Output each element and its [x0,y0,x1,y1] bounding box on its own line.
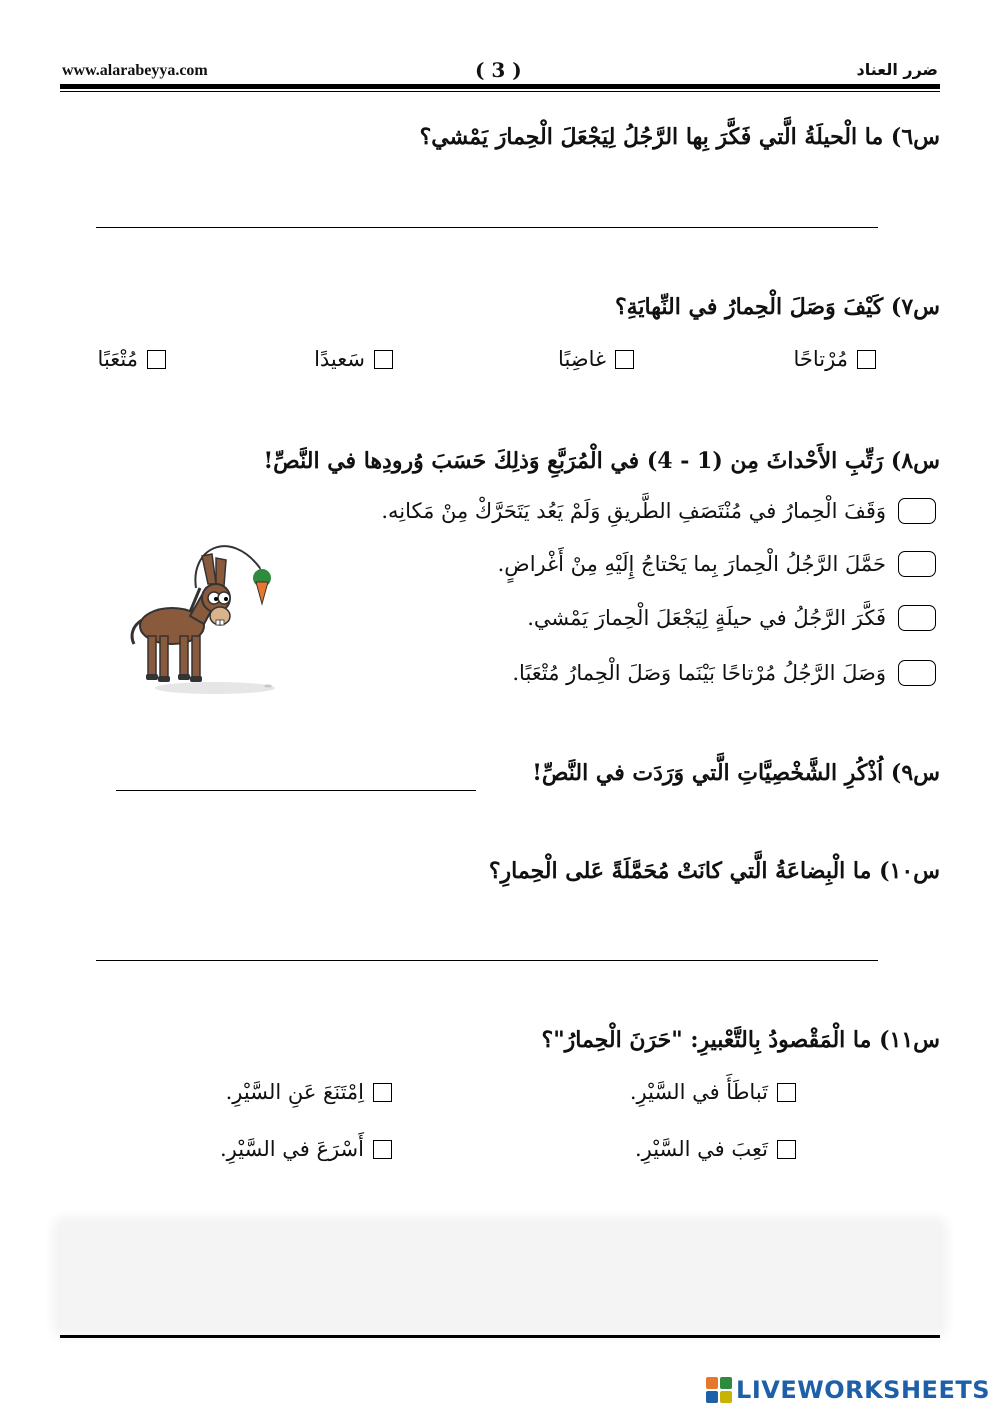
pupil [224,597,228,601]
checkbox[interactable] [615,350,634,369]
q11-option-label: أَسْرَعَ في السَّيْرِ. [219,1137,364,1161]
site-url: www.alarabeyya.com [62,62,208,79]
q11-option-label: تَباطَأَ في السَّيْرِ. [629,1080,768,1104]
q7-option-2[interactable] [558,347,634,371]
worksheet-title: ضرر العناد [856,60,938,79]
hoof [158,676,170,682]
hoof [190,676,202,682]
pupil [214,597,218,601]
answer-line-q6[interactable] [96,227,878,228]
q11-option-1[interactable] [630,1080,796,1104]
liveworksheets-text: LIVEWORKSHEETS [736,1376,990,1404]
eye [218,592,230,604]
logo-square [720,1391,732,1403]
q11-option-4[interactable] [220,1137,392,1161]
logo-square [706,1391,718,1403]
q8-event-text: حَمَّلَ الرَّجُلُ الْحِمارَ بِما يَحْتاجُ إِلَيْهِ مِنْ أَغْراضٍ. [497,552,886,576]
q8-event-4 [512,660,936,686]
checkbox[interactable] [777,1140,796,1159]
checkbox[interactable] [147,350,166,369]
q8-event-text: وَصَلَ الرَّجُلُ مُرْتاحًا بَيْنَما وَصَلَ الْحِمارُ مُتْعَبًا. [512,661,886,685]
question-10: س١٠) ما الْبِضاعَةُ الَّتي كانَتْ مُحَمَّلَةً عَلى الْحِمارِ؟ [488,858,940,884]
logo-square [706,1377,718,1389]
q8-event-3 [527,605,936,631]
tooth [216,620,220,625]
answer-line-q10[interactable] [96,960,878,961]
carrot-icon [256,582,268,604]
donkey-carrot-illustration [120,528,290,698]
shadow [155,682,275,694]
question-6: س٦) ما الْحيلَةُ الَّتي فَكَّرَ بِها الرَّجُلُ لِيَجْعَلَ الْحِمارَ يَمْشي؟ [419,124,940,150]
checkbox[interactable] [777,1083,796,1102]
q8-event-1 [381,498,936,524]
footer-rule [60,1335,940,1338]
q7-option-3[interactable] [314,347,393,371]
hoof [178,674,190,680]
q11-option-2[interactable] [226,1080,392,1104]
q7-option-label: مُتْعَبًا [97,347,138,371]
order-box[interactable] [898,605,936,631]
q7-option-1[interactable] [794,347,876,371]
ear [202,554,216,584]
answer-line-q9[interactable] [116,790,476,791]
question-8: س٨) رَتِّبِ الأَحْداثَ مِن (1 - 4) في الْمُرَبَّعِ وَذلِكَ حَسَبَ وُرودِها في النَّصِّ! [263,448,940,474]
q8-event-text: وَقَفَ الْحِمارُ في مُنْتَصَفِ الطَّريقِ وَلَمْ يَعُد يَتَحَرَّكْ مِنْ مَكانِه. [381,499,886,523]
q8-event-text: فَكَّرَ الرَّجُلُ في حيلَةٍ لِيَجْعَلَ الْحِمارَ يَمْشي. [527,606,886,630]
leg [192,636,200,678]
tooth [220,620,224,625]
q7-option-label: غاضِبًا [558,347,606,371]
page-number: ( 3 ) [475,58,522,82]
q11-option-label: تَعِبَ في السَّيْرِ. [634,1137,768,1161]
shadow-dot [264,685,272,688]
header-rule [60,84,940,89]
header-rule-thin [60,91,940,92]
leg [148,636,156,676]
order-box[interactable] [898,551,936,577]
leg [160,636,168,678]
liveworksheets-logo-icon [706,1377,732,1403]
order-box[interactable] [898,498,936,524]
leg [180,636,188,676]
q7-option-label: مُرْتاحًا [793,347,848,371]
checkbox[interactable] [374,350,393,369]
q11-option-label: اِمْتَنَعَ عَنِ السَّيْرِ. [225,1080,364,1104]
liveworksheets-brand [706,1376,990,1404]
logo-square [720,1377,732,1389]
hoof [146,674,158,680]
question-7: س٧) كَيْفَ وَصَلَ الْحِمارُ في النِّهايَةِ؟ [614,294,940,320]
checkbox[interactable] [857,350,876,369]
q7-option-label: سَعيدًا [314,347,365,371]
ear [216,558,226,586]
checkbox[interactable] [373,1140,392,1159]
q7-option-4[interactable] [98,347,166,371]
question-11: س١١) ما الْمَقْصودُ بِالتَّعْبيرِ: "حَرَنَ الْحِمارُ"؟ [541,1027,940,1053]
order-box[interactable] [898,660,936,686]
q8-event-2 [498,551,936,577]
checkbox[interactable] [373,1083,392,1102]
question-9: س٩) اُذْكُرِ الشَّخْصِيَّاتِ الَّتي وَرَدَت في النَّصِّ! [532,760,940,786]
q11-option-3[interactable] [635,1137,796,1161]
erased-area [58,1222,942,1332]
